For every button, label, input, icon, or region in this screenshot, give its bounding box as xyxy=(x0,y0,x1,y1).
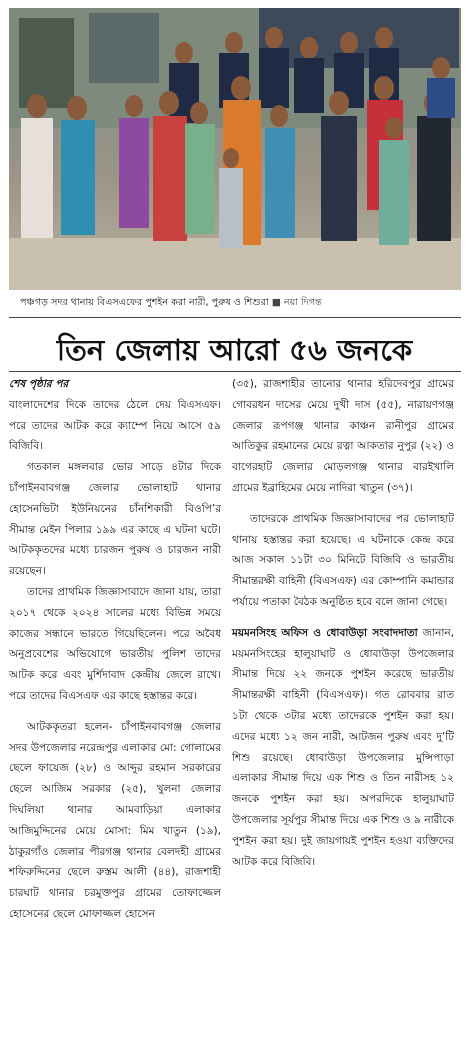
paragraph: তাদেরকে প্রাথমিক জিজ্ঞাসাবাদের পর ভোলাহাট থানায় হস্তান্তর করা হয়েছে। এ ঘটনাকে কেন্দ্র করে আজ সকাল ১১টা ৩০ মিনিটে বিজিবি ও ভারতীয় সীমান্তরক্ষী বাহিনী (বিএসএফ) এর কোম্পানি কমান্ডার পর্যায়ে পতাকা বৈঠক অনুষ্ঠিত হবে বলে জানা গেছে। xyxy=(232,512,454,608)
caption-credit: ■ নয়া দিগন্ত xyxy=(271,297,322,308)
photo-caption xyxy=(20,296,460,310)
paragraph: গতকাল মঙ্গলবার ভোর সাড়ে ৪টার দিকে চাঁপাইনবাবগঞ্জ জেলার ভোলাহাট থানার হোসেনভিটা ইউনিয়নের চাঁনশিকারী বিওপি’র সীমান্ত মেইন পিলার ১৯৯ এর কাছে এ ঘটনা ঘটে। আটককৃতদের মধ্যে চারজন পুরুষ ও চারজন নারী রয়েছেন। xyxy=(9,461,221,578)
paragraph: বাংলাদেশের দিকে তাদের ঠেলে দেয় বিএসএফ। পরে তাদের আটক করে ক্যাম্পে নিয়ে আসে ৫৯ বিজিবি। xyxy=(9,398,221,453)
article-column-left xyxy=(9,374,221,925)
paragraph xyxy=(232,623,454,873)
caption-text: পঞ্চগড় সদর থানায় বিএসএফের পুশইন করা নারী, পুরুষ ও শিশুরা xyxy=(20,297,269,308)
news-photo xyxy=(9,8,461,290)
paragraph: তাদের প্রাথমিক জিজ্ঞাসাবাদে জানা যায়, তারা ২০১৭ থেকে ২০২৪ সালের মধ্যে বিভিন্ন সময়ে কাজের সন্ধানে ভারতে গিয়েছিলেন। পরে অবৈধ অনুপ্রবেশের অভিযোগে ভারতীয় পুলিশ তাদের আটক করে এবং মুর্শিদাবাদ কেন্দ্রীয় জেলে রাখে। পরে তাদের বিএসএফ এর কাছে হস্তান্তর করে। xyxy=(9,585,221,702)
subsection-lead: ময়মনসিংহ অফিস ও ধোবাউড়া সংবাদদাতা xyxy=(232,626,418,639)
caption-divider xyxy=(9,317,461,318)
continued-from-kicker: শেষ পৃষ্ঠার পর xyxy=(9,378,69,390)
headline: তিন জেলায় আরো ৫৬ জনকে xyxy=(56,333,413,367)
headline-divider xyxy=(9,371,461,372)
article-column-right xyxy=(232,374,454,872)
paragraph: আটককৃতরা হলেন- চাঁপাইনবাবগঞ্জ জেলার সদর উপজেলার নরেন্দ্রপুর এলাকার মো: গোলামের ছেলে ফায়েজ (২৮) ও আব্দুর রহমান সরকারের ছেলে আজিম সরকার (২৫), খুলনা জেলার দিঘলিয়া থানার আমবাড়িয়া এলাকার আজিমুদ্দিনের মেয়ে মোসা: মিম খাতুন (১৯), ঠাকুরগাঁও জেলার পীরগঞ্জ থানার বেলদহী গ্রামের শফিরুদ্দিনের ছেলে রুস্তম আলী (৪৪), রাজশাহী চারঘাট থানার চরমুক্তপুর গ্রামের তোফাজ্জেল হোসেনের ছেলে মোফাজ্জল হোসেন xyxy=(9,720,221,920)
subsection-text: জানান, ময়মনসিংহের হালুয়াঘাট ও ধোবাউড়া উপজেলার সীমান্ত দিয়ে ২২ জনকে পুশইন করেছে ভারতীয় সীমান্তরক্ষী বাহিনী (বিএসএফ)। গত রোববার রাত ১টা থেকে ৩টার মধ্যে তাদেরকে পুশইন করা হয়। এদের মধ্যে ১২ জন নারী, আটজন পুরুষ এবং দু’টি শিশু রয়েছে। ধোবাউড়া উপজেলার মুন্সিপাড়া এলাকার সীমান্ত দিয়ে এক শিশু ও তিন নারীসহ ১২ জনকে পুশইন করা হয়। অপরদিকে হালুয়াঘাট উপজেলার সূর্যপুর সীমান্ত দিয়ে এক শিশু ও ৯ নারীকে পুশইন করা হয়। দুই জায়গায়ই পুশইন হওয়া ব্যক্তিদের আটক করে বিজিবি। xyxy=(232,626,454,868)
group-photo-illustration xyxy=(9,8,461,290)
paragraph: (৩৫), রাজশাহীর তানোর থানার হরিদেবপুর গ্রামের গোবরধন দাসের মেয়ে দুখী দাস (৫৫), নারায়ণগঞ্জ জেলার রূপগঞ্জ থানার কাঞ্চন রানীপুর গ্রামের আতিকুর রহমানের মেয়ে রত্না আকতার নুপুর (২২) ও বাগেরহাট জেলার মোড়লগঞ্জ থানার বারইখালি গ্রামের ইব্রাহিমের মেয়ে নাদিরা খাতুন (৩৭)। xyxy=(232,378,454,494)
